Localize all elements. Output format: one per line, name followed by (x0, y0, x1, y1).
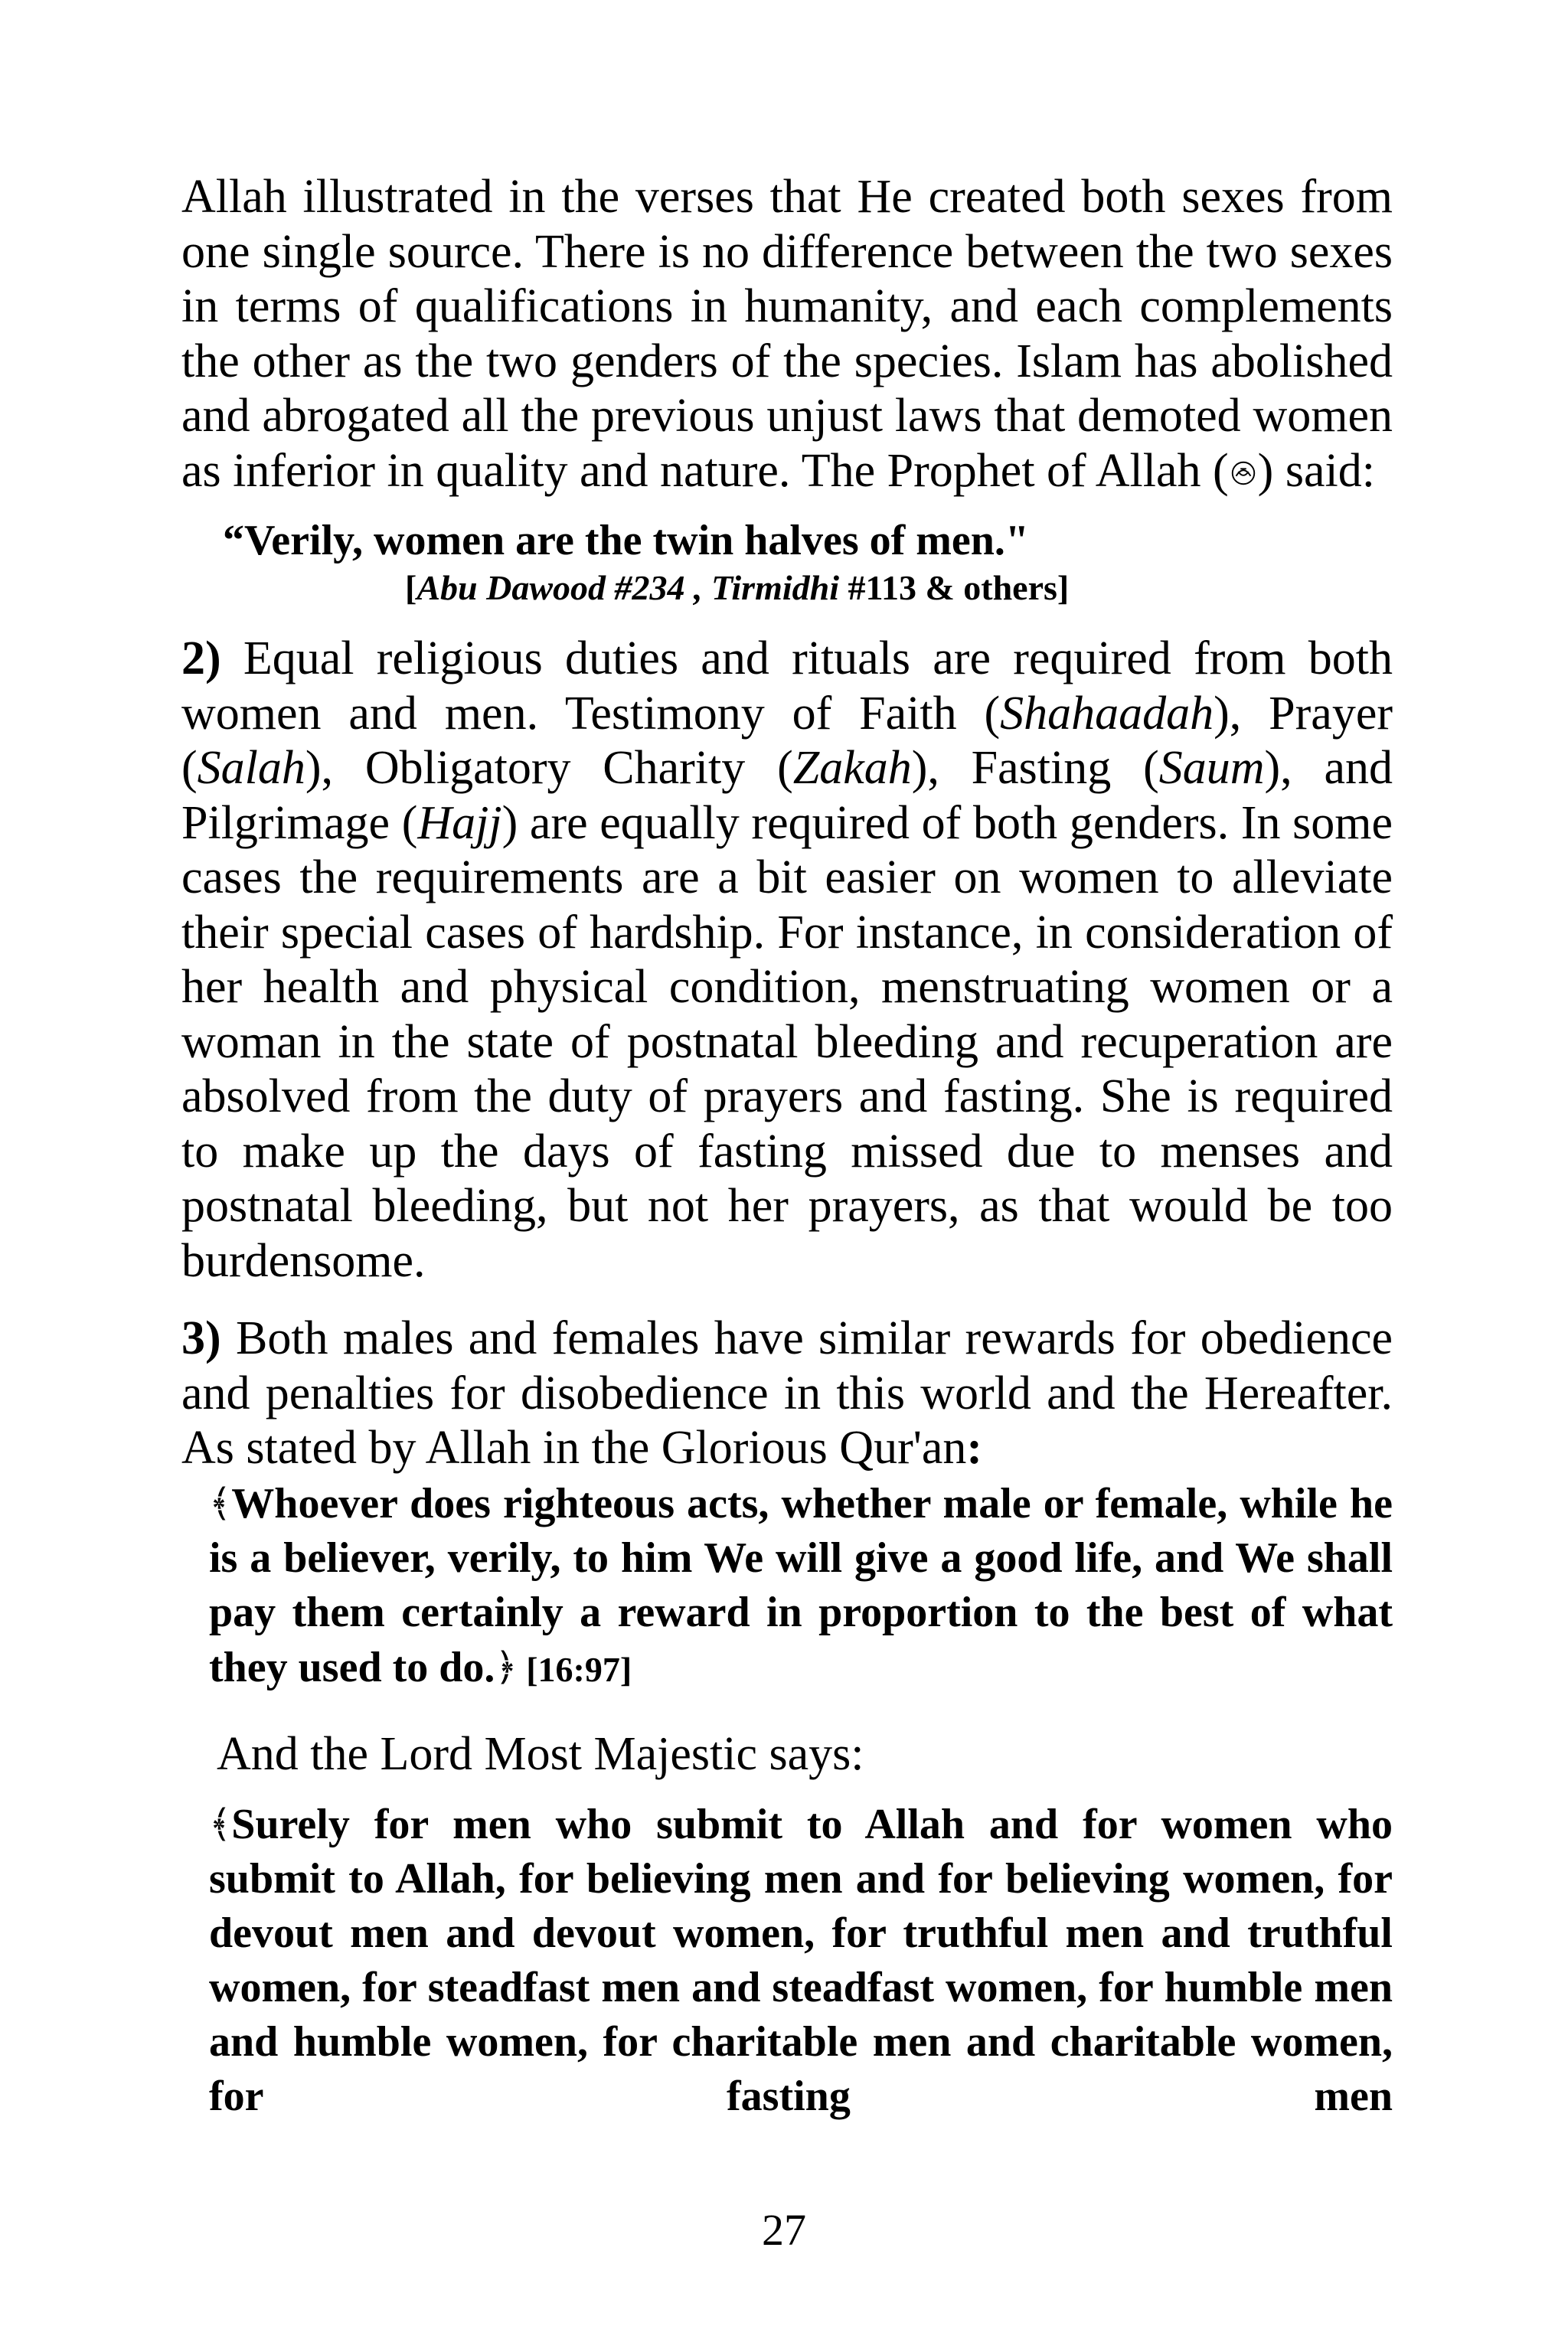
page-body (181, 170, 1393, 2124)
paragraph-1: Allah illustrated in the verses that He created both sexes from one single source. There is no difference between the two sexes in terms of qualifications in humanity, and each complements the other as the two genders of the species. Islam has abolished and abrogated all the previous unjust laws that demoted women as inferior in quality and nature. The Prophet of Allah ( ) said: (181, 171, 1393, 497)
section-3: 3) Both males and females have similar rewards for obedience and penalties for disobedience in this world and the Hereafter. As stated by Allah in the Glorious Qur'an: (181, 1312, 1393, 1474)
section-3-number: 3) (181, 1312, 221, 1364)
ornate-open-bracket: ﴾ (209, 1802, 232, 1845)
intro-line-2: And the Lord Most Majestic says: (217, 1727, 864, 1780)
quran-verse-16-97: ﴾Whoever does righteous acts, whether male or female, while he is a believer, verily, to him We will give a good life, and We shall pay them certainly a reward in proportion to the best of what they used to do.﴿ [16:97] (209, 1479, 1393, 1691)
page-number: 27 (762, 2205, 806, 2255)
quran-verse-33-35: ﴾Surely for men who submit to Allah and for women who submit to Allah, for believing men and for believing women, for devout men and devout women, for truthful men and truthful women, for steadfast men and steadfast women, for humble men and humble women, for charitable men and charitable women, for fasting men (209, 1800, 1393, 2120)
ornate-open-bracket: ﴾ (209, 1481, 232, 1524)
section-2-number: 2) (181, 632, 221, 684)
salla-allahu-alayhi-wa-sallam-icon (1229, 459, 1258, 488)
hadith-citation: [Abu Dawood #234 , Tirmidhi #113 & others] (405, 568, 1070, 607)
ornate-close-bracket: ﴿ (495, 1645, 518, 1688)
section-2: 2) Equal religious duties and rituals are required from both women and men. Testimony of Faith (Shahaadah), Prayer (Salah), Obligatory Charity (Zakah), Fasting (Saum), and Pilgrimage (Hajj) are equally required of both genders. In some cases the requirements are a bit easier on women to alleviate their special cases of hardship. For instance, in consideration of her health and physical condition, menstruating women or a woman in the state of postnatal bleeding and recuperation are absolved from the duty of prayers and fasting. She is required to make up the days of fasting missed due to menses and postnatal bleeding, but not her prayers, as that would be too burdensome. (181, 632, 1393, 1287)
hadith-quote: “Verily, women are the twin halves of men." (223, 517, 1030, 564)
verse-reference: [16:97] (517, 1649, 632, 1689)
